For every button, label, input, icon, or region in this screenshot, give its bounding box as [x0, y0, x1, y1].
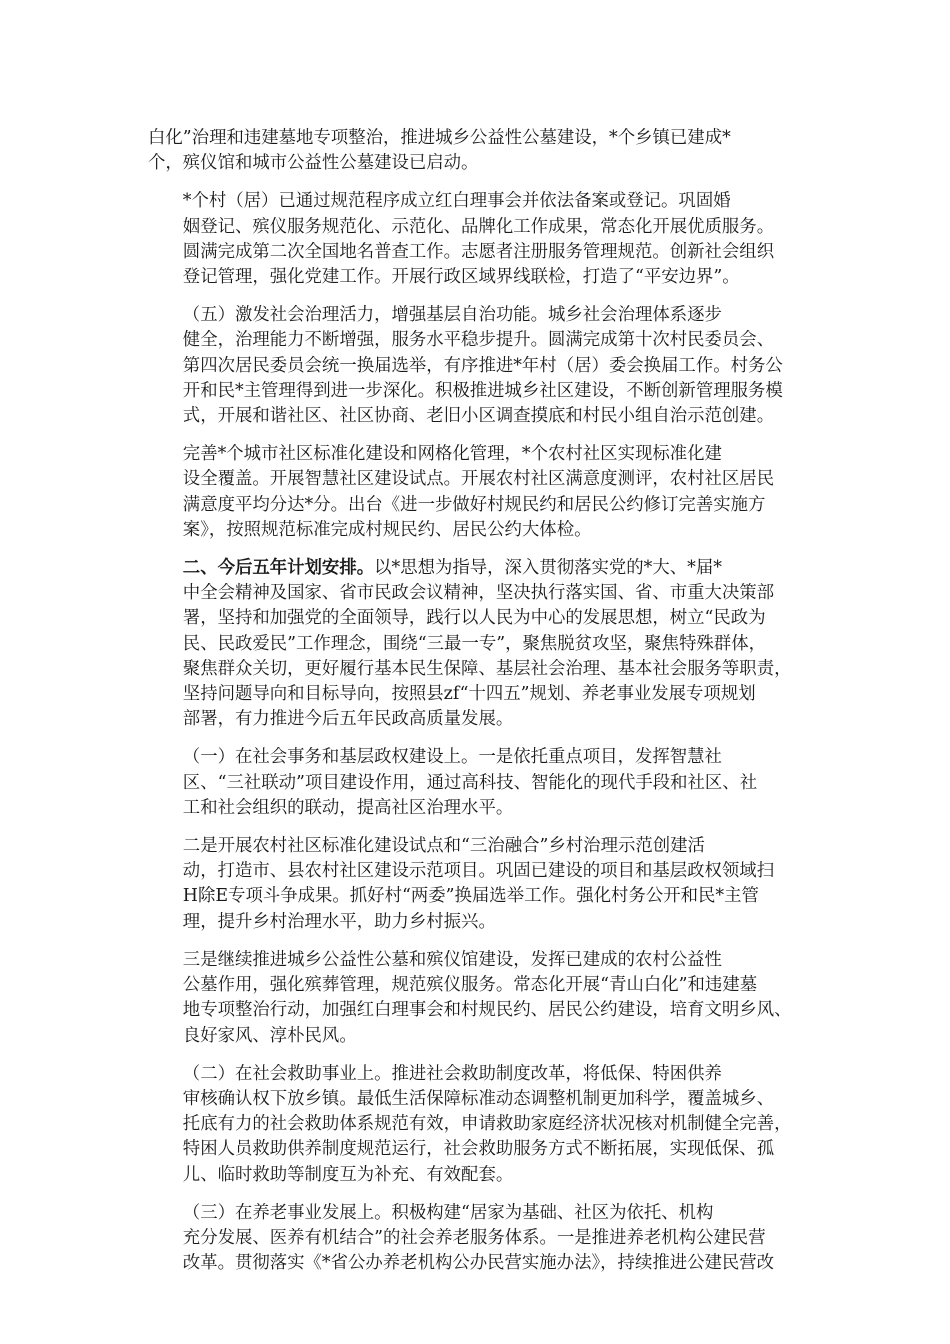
text-line [148, 556, 808, 581]
text-line: （三）在养老事业发展上。积极构建“居家为基础、社区为依托、机构 [182, 1202, 714, 1223]
text-line: H除E专项斗争成果。抓好村“两委”换届选举工作。强化村务公开和民*主管 [182, 886, 759, 907]
paragraph [148, 1201, 808, 1277]
text-line: 式，开展和谐社区、社区协商、老旧小区调查摸底和村民小组自治示范创建。 [182, 406, 775, 427]
paragraph [148, 442, 808, 543]
text-line: 案》，按照规范标准完成村规民约、居民公约大体检。 [182, 519, 592, 540]
text-line: （五）激发社会治理活力，增强基层自治功能。城乡社会治理体系逐步 [182, 305, 722, 326]
text-line: 开和民*主管理得到进一步深化。积极推进城乡社区建设，不断创新管理服务模 [182, 380, 783, 401]
text-line: *个村（居）已通过规范程序成立红白理事会并依法备案或登记。巩固婚 [182, 191, 731, 212]
paragraph [148, 303, 808, 429]
text-line: 部署，有力推进今后五年民政高质量发展。 [182, 709, 514, 730]
document-body [148, 126, 808, 1289]
text-line: 聚焦群众关切，更好履行基本民生保障、基层社会治理、基本社会服务等职责， [182, 658, 792, 679]
text-line: 圆满完成第二次全国地名普查工作。志愿者注册服务管理规范。创新社会组织 [182, 241, 775, 262]
paragraph [148, 556, 808, 732]
text-line: 公墓作用，强化殡葬管理，规范殡仪服务。常态化开展“青山白化”和违建墓 [182, 975, 758, 996]
text-line: 完善*个城市社区标准化建设和网格化管理，*个农村社区实现标准化建 [182, 444, 722, 465]
text-line: 满意度平均分达*分。出台《进一步做好村规民约和居民公约修订完善实施方 [182, 494, 766, 515]
text-line: 良好家风、淳朴民风。 [182, 1025, 357, 1046]
text-line: 理，提升乡村治理水平，助力乡村振兴。 [182, 911, 496, 932]
paragraph [148, 1062, 808, 1188]
text-line: 设全覆盖。开展智慧社区建设试点。开展农村社区满意度测评，农村社区居民 [182, 469, 775, 490]
text-line: 民、民政爱民”工作理念，围绕“三最一专”，聚焦脱贫攻坚，聚焦特殊群体， [182, 633, 766, 654]
text-line: 区、“三社联动”项目建设作用，通过高科技、智能化的现代手段和社区、社 [182, 772, 758, 793]
text-line: 健全，治理能力不断增强，服务水平稳步提升。圆满完成第十次村民委员会、 [182, 330, 775, 351]
text-line: （一）在社会事务和基层政权建设上。一是依托重点项目，发挥智慧社 [182, 747, 722, 768]
text-line: 中全会精神及国家、省市民政会议精神，坚决执行落实国、省、市重大决策部 [182, 583, 775, 604]
text-line: 第四次居民委员会统一换届选举，有序推进*年村（居）委会换届工作。村务公 [182, 355, 783, 376]
text-line: 姻登记、殡仪服务规范化、示范化、品牌化工作成果，常态化开展优质服务。 [182, 216, 775, 237]
text-line: 审核确认权下放乡镇。最低生活保障标准动态调整机制更加科学，覆盖城乡、 [182, 1088, 775, 1109]
text-line: 地专项整治行动，加强红白理事会和村规民约、居民公约建设，培育文明乡风、 [182, 1000, 792, 1021]
paragraph [148, 745, 808, 821]
text-line: 个，殡仪馆和城市公益性公墓建设已启动。 [148, 153, 479, 174]
text-line: 二是开展农村社区标准化建设试点和“三治融合”乡村治理示范创建活 [182, 836, 705, 857]
text-line: 托底有力的社会救助体系规范有效，申请救助家庭经济状况核对机制健全完善， [182, 1114, 792, 1135]
paragraph [148, 834, 808, 935]
text-line: 三是继续推进城乡公益性公墓和殡仪馆建设，发挥已建成的农村公益性 [182, 949, 722, 970]
text-line: 登记管理，强化党建工作。开展行政区域界线联检，打造了“平安边界”。 [182, 267, 740, 288]
text-line: 特困人员救助供养制度规范运行，社会救助服务方式不断拓展，实现低保、孤 [182, 1139, 775, 1160]
text-line: 儿、临时救助等制度互为补充、有效配套。 [182, 1164, 514, 1185]
text-line: （二）在社会救助事业上。推进社会救助制度改革，将低保、特困供养 [182, 1063, 722, 1084]
paragraph [148, 126, 808, 176]
text-line: 署，坚持和加强党的全面领导，践行以人民为中心的发展思想，树立“民政为 [182, 608, 766, 629]
text-line: 动，打造市、县农村社区建设示范项目。巩固已建设的项目和基层政权领域扫 [182, 861, 775, 882]
text-line: 坚持问题导向和目标导向，按照县zf“十四五”规划、养老事业发展专项规划 [182, 684, 756, 705]
text-line: 改革。贯彻落实《*省公办养老机构公办民营实施办法》，持续推进公建民营改 [182, 1253, 775, 1274]
section-text: 以*思想为指导，深入贯彻落实党的*大、*届* [374, 558, 722, 579]
paragraph [148, 189, 808, 290]
text-line: 白化”治理和违建墓地专项整治，推进城乡公益性公墓建设，*个乡镇已建成* [148, 128, 731, 148]
text-line: 充分发展、医养有机结合”的社会养老服务体系。一是推进养老机构公建民营 [182, 1227, 766, 1248]
text-line: 工和社会组织的联动，提高社区治理水平。 [182, 797, 514, 818]
paragraph [148, 948, 808, 1049]
section-heading: 二、今后五年计划安排。 [182, 558, 375, 579]
